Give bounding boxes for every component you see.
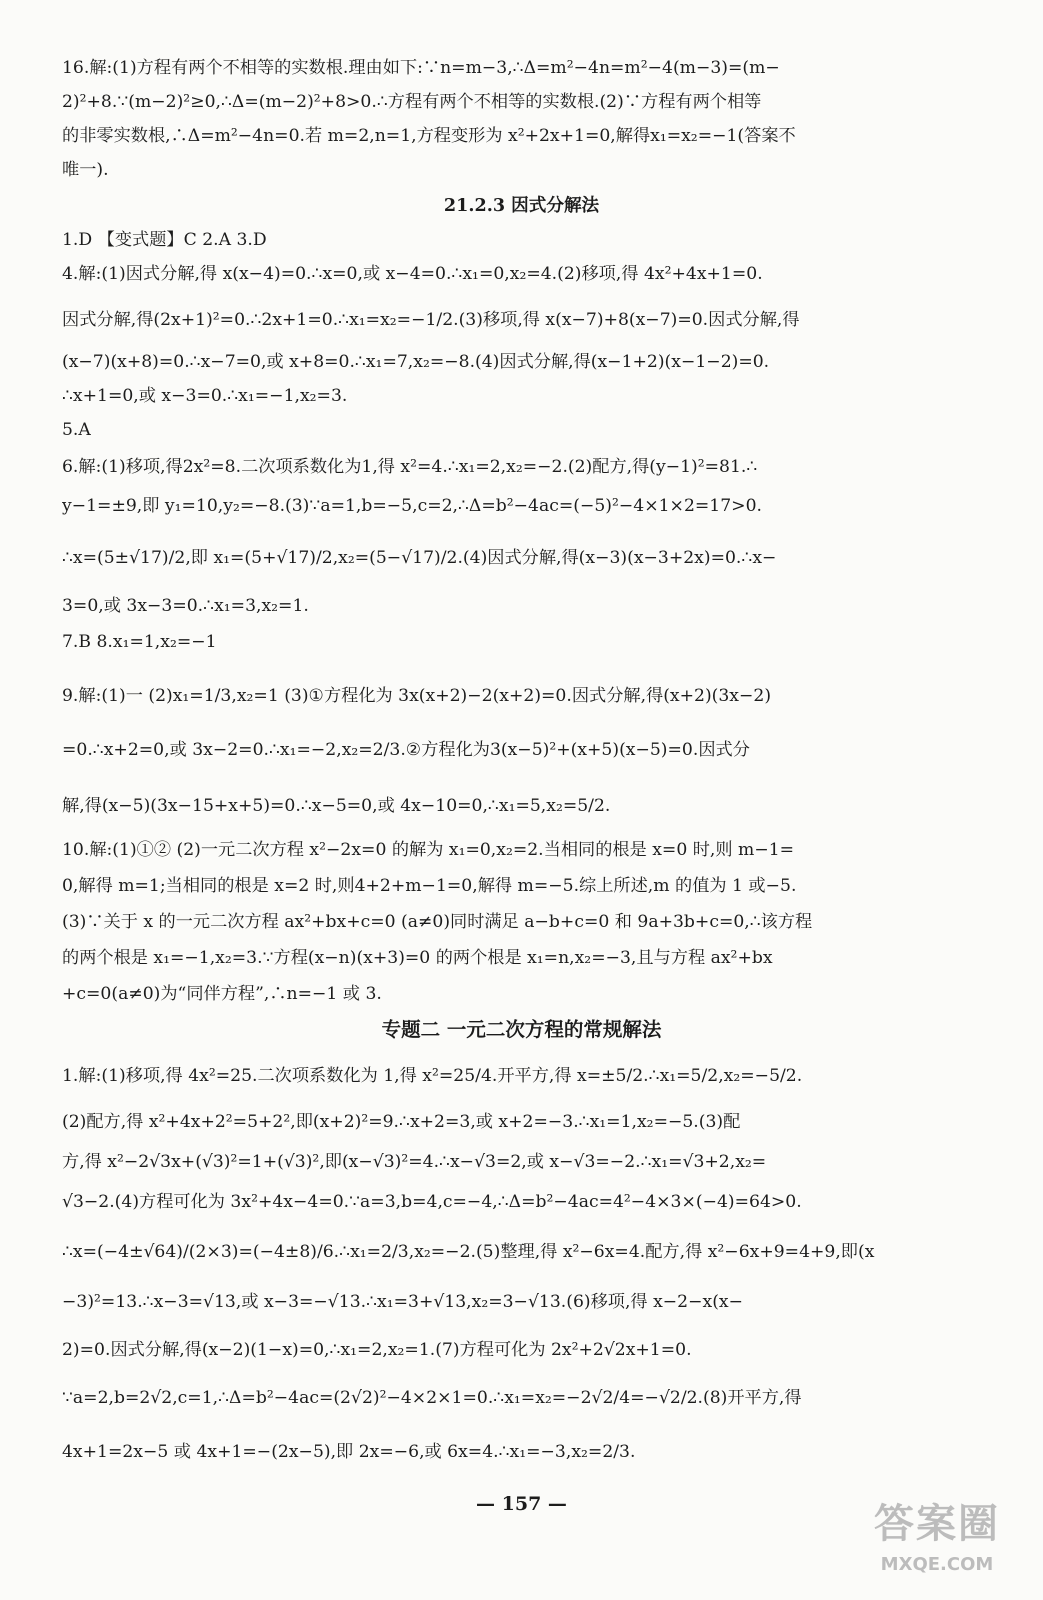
text-line: 16.解:(1)方程有两个不相等的实数根.理由如下:∵n=m−3,∴Δ=m²−4n=m²−4(m−3)=(m− [62,58,780,78]
text-line: 的非零实数根,∴Δ=m²−4n=0.若 m=2,n=1,方程变形为 x²+2x+1=0,解得x₁=x₂=−1(答案不 [62,126,796,146]
text-line: ∴x=(5±√17)/2,即 x₁=(5+√17)/2,x₂=(5−√17)/2.(4)因式分解,得(x−3)(x−3+2x)=0.∴x− [62,548,777,568]
text-line: 2)²+8.∵(m−2)²≥0,∴Δ=(m−2)²+8>0.∴方程有两个不相等的实数根.(2)∵方程有两个相等 [62,92,762,112]
watermark-logo: 答案圈 MXQE.COM [874,1501,1000,1575]
section-heading: 21.2.3 因式分解法 [443,195,600,216]
text-line: 1.D 【变式题】C 2.A 3.D [62,230,267,250]
text-line: 7.B 8.x₁=1,x₂=−1 [62,632,217,652]
text-line: 5.A [62,420,91,440]
text-line: 唯一). [62,160,109,180]
text-line: 解,得(x−5)(3x−15+x+5)=0.∴x−5=0,或 4x−10=0,∴x₁=5,x₂=5/2. [62,796,611,816]
text-line: ∴x=(−4±√64)/(2×3)=(−4±8)/6.∴x₁=2/3,x₂=−2.(5)整理,得 x²−6x=4.配方,得 x²−6x+9=4+9,即(x [62,1242,875,1262]
text-line: (3)∵关于 x 的一元二次方程 ax²+bx+c=0 (a≠0)同时满足 a−b+c=0 和 9a+3b+c=0,∴该方程 [62,912,813,932]
section-heading: 专题二 一元二次方程的常规解法 [381,1018,662,1041]
text-line: 的两个根是 x₁=−1,x₂=3.∵方程(x−n)(x+3)=0 的两个根是 x₁=n,x₂=−3,且与方程 ax²+bx [62,948,773,968]
text-line: 3=0,或 3x−3=0.∴x₁=3,x₂=1. [62,596,309,616]
text-line: +c=0(a≠0)为“同伴方程”,∴n=−1 或 3. [62,984,382,1004]
text-line: 10.解:(1)①② (2)一元二次方程 x²−2x=0 的解为 x₁=0,x₂=2.当相同的根是 x=0 时,则 m−1= [62,840,795,860]
text-line: y−1=±9,即 y₁=10,y₂=−8.(3)∵a=1,b=−5,c=2,∴Δ=b²−4ac=(−5)²−4×1×2=17>0. [62,496,762,516]
text-line: 6.解:(1)移项,得2x²=8.二次项系数化为1,得 x²=4.∴x₁=2,x₂=−2.(2)配方,得(y−1)²=81.∴ [62,457,758,477]
text-line: 4x+1=2x−5 或 4x+1=−(2x−5),即 2x=−6,或 6x=4.∴x₁=−3,x₂=2/3. [62,1442,636,1462]
text-line: ∵a=2,b=2√2,c=1,∴Δ=b²−4ac=(2√2)²−4×2×1=0.∴x₁=x₂=−2√2/4=−√2/2.(8)开平方,得 [62,1388,802,1408]
text-line: 9.解:(1)一 (2)x₁=1/3,x₂=1 (3)①方程化为 3x(x+2)−2(x+2)=0.因式分解,得(x+2)(3x−2) [62,686,772,706]
text-line: (2)配方,得 x²+4x+2²=5+2²,即(x+2)²=9.∴x+2=3,或 x+2=−3.∴x₁=1,x₂=−5.(3)配 [62,1112,741,1132]
text-line: =0.∴x+2=0,或 3x−2=0.∴x₁=−2,x₂=2/3.②方程化为3(x−5)²+(x+5)(x−5)=0.因式分 [62,740,750,760]
text-line: 1.解:(1)移项,得 4x²=25.二次项系数化为 1,得 x²=25/4.开平方,得 x=±5/2.∴x₁=5/2,x₂=−5/2. [62,1066,803,1086]
text-line: ∴x+1=0,或 x−3=0.∴x₁=−1,x₂=3. [62,386,348,406]
text-line: (x−7)(x+8)=0.∴x−7=0,或 x+8=0.∴x₁=7,x₂=−8.(4)因式分解,得(x−1+2)(x−1−2)=0. [62,352,770,372]
text-line: 0,解得 m=1;当相同的根是 x=2 时,则4+2+m−1=0,解得 m=−5.综上所述,m 的值为 1 或−5. [62,876,797,896]
text-line: 4.解:(1)因式分解,得 x(x−4)=0.∴x=0,或 x−4=0.∴x₁=0,x₂=4.(2)移项,得 4x²+4x+1=0. [62,264,763,284]
text-line: 2)=0.因式分解,得(x−2)(1−x)=0,∴x₁=2,x₂=1.(7)方程可化为 2x²+2√2x+1=0. [62,1340,692,1360]
page-number: — 157 — [476,1493,567,1515]
text-line: 方,得 x²−2√3x+(√3)²=1+(√3)²,即(x−√3)²=4.∴x−√3=2,或 x−√3=−2.∴x₁=√3+2,x₂= [62,1152,767,1172]
text-line: 因式分解,得(2x+1)²=0.∴2x+1=0.∴x₁=x₂=−1/2.(3)移项,得 x(x−7)+8(x−7)=0.因式分解,得 [62,310,800,330]
text-line: √3−2.(4)方程可化为 3x²+4x−4=0.∵a=3,b=4,c=−4,∴Δ=b²−4ac=4²−4×3×(−4)=64>0. [62,1192,802,1212]
text-line: −3)²=13.∴x−3=√13,或 x−3=−√13.∴x₁=3+√13,x₂=3−√13.(6)移项,得 x−2−x(x− [62,1292,743,1312]
